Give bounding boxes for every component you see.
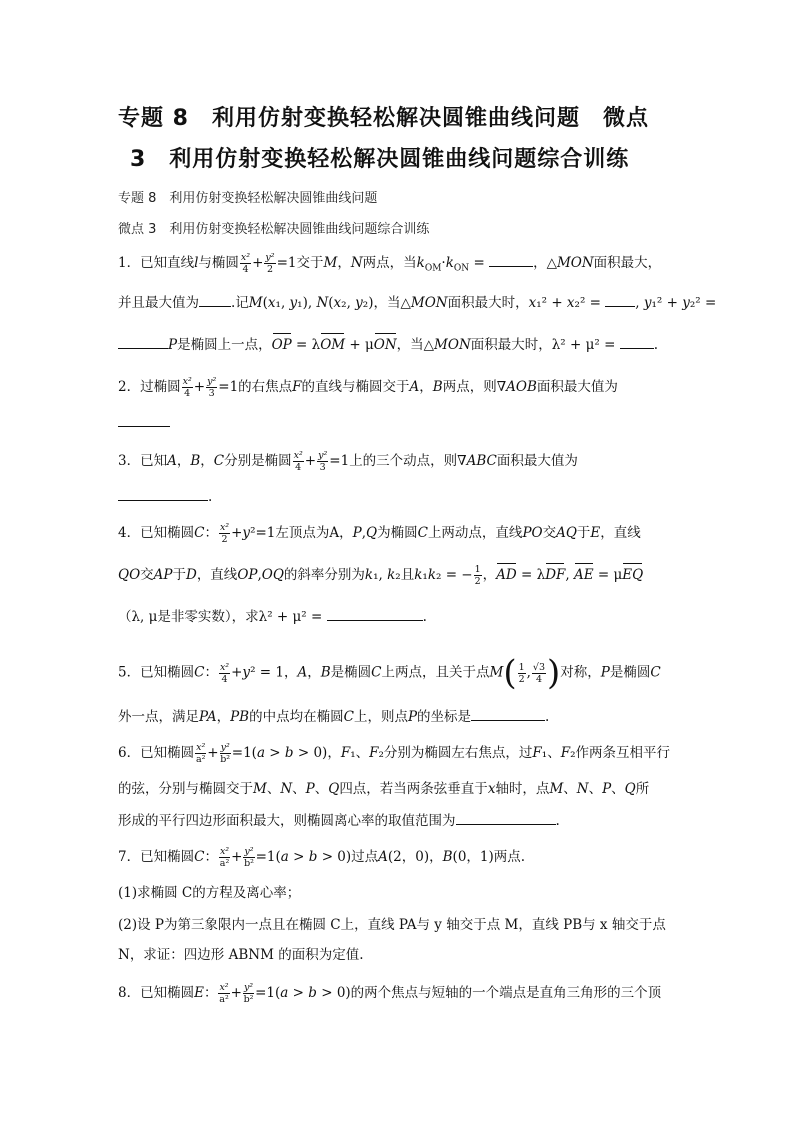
subtitle-point: 微点 3 利用仿射变换轻松解决圆锥曲线问题综合训练 bbox=[118, 222, 430, 237]
answer-blank[interactable] bbox=[620, 336, 654, 349]
question-6-line3: 形成的平行四边形面积最大，则椭圆离心率的取值范围为 . bbox=[118, 813, 560, 829]
question-3-line2: . bbox=[118, 486, 688, 508]
question-2-line1: 2．过椭圆 $\frac{\text{x²}}{4}$ + $\frac{\text{y²}}{3}$ =1的右焦点F的直线与椭圆交于A，B两点，则∇AOB面积最大值为 bbox=[118, 376, 618, 399]
question-4-line3: （λ, μ是非零实数），求λ² + μ² = . bbox=[118, 609, 427, 625]
question-5-line2: 外一点，满足PA，PB的中点均在椭圆C上，则点P的坐标是 . bbox=[118, 709, 550, 725]
question-6-line1: 6．已知椭圆 $\frac{\text{x²}}{\text{a²}}$ + $\frac{\text{y²}}{\text{b²}}$ =1(a > b > 0)，F₁、F₂分别为椭圆左右焦点，过F₁、F₂作两条互相平行 bbox=[118, 742, 670, 765]
answer-blank[interactable] bbox=[118, 414, 170, 427]
question-4-line1: 4．已知椭圆C： $\frac{\text{x²}}{2}$ +y²=1左顶点为A，P,Q为椭圆C上两动点，直线PO交AQ于E，直线 bbox=[118, 522, 641, 545]
question-7-part1: (1)求椭圆 C的方程及离心率； bbox=[118, 885, 301, 901]
question-3-line1: 3．已知A，B，C分别是椭圆 $\frac{\text{x²}}{4}$ + $\frac{\text{y²}}{3}$ =1上的三个动点，则∇ABC面积最大值为 bbox=[118, 450, 578, 473]
question-8-line1: 8．已知椭圆E： $\frac{\text{x²}}{\text{a²}}$ + $\frac{\text{y²}}{\text{b²}}$ =1(a > b > 0)的两个焦点与短轴的一个端点是直角三角形的三个顶 bbox=[118, 982, 662, 1005]
answer-blank[interactable] bbox=[471, 708, 545, 721]
answer-blank[interactable] bbox=[118, 336, 168, 349]
answer-blank[interactable] bbox=[118, 488, 208, 501]
page-title-line1: 专题 8 利用仿射变换轻松解决圆锥曲线问题 微点 bbox=[118, 106, 649, 131]
question-7-line1: 7．已知椭圆C： $\frac{\text{x²}}{\text{a²}}$ + $\frac{\text{y²}}{\text{b²}}$ =1(a > b > 0)过点A(2，0)，B(0，1)两点. bbox=[118, 846, 526, 869]
page-title-line2: 3 利用仿射变换轻松解决圆锥曲线问题综合训练 bbox=[130, 147, 630, 172]
question-6-line2: 的弦，分别与椭圆交于M、N、P、Q四点，若当两条弦垂直于x轴时，点M、N、P、Q所 bbox=[118, 781, 650, 797]
answer-blank[interactable] bbox=[199, 294, 231, 307]
answer-blank[interactable] bbox=[605, 294, 635, 307]
answer-blank[interactable] bbox=[327, 608, 423, 621]
question-5-line1: 5．已知椭圆C： $\frac{\text{x²}}{4}$ +y² = 1，A，B是椭圆C上两点，且关于点M( $\frac{1}{2}$ , $\frac{√3}{4}$ )对称，P是椭圆C bbox=[118, 653, 661, 693]
question-1-line1: 1．已知直线l与椭圆 $\frac{\text{x²}}{4}$ + $\frac{\text{y²}}{2}$ =1交于M，N两点，当$k_{OM}\cdot k_{ON}$ = ，△MON面积最大， bbox=[118, 252, 662, 275]
question-4-line2: QO交AP于D，直线OP,OQ的斜率分别为k₁, k₂且k₁k₂ = − $\frac{1}{2}$ ，AD = λDF, AE = μEQ bbox=[118, 564, 644, 587]
question-7-part2-line1: (2)设 P为第三象限内一点且在椭圆 C上，直线 PA与 y 轴交于点 M，直线 PB与 x 轴交于点 bbox=[118, 917, 666, 933]
question-2-line2 bbox=[118, 412, 688, 434]
answer-blank[interactable] bbox=[489, 254, 533, 267]
subtitle-topic: 专题 8 利用仿射变换轻松解决圆锥曲线问题 bbox=[118, 191, 378, 206]
answer-blank[interactable] bbox=[456, 812, 556, 825]
question-1-line3: P是椭圆上一点，OP = λOM + μON，当△MON面积最大时，λ² + μ² = . bbox=[118, 334, 688, 356]
question-1-line2: 并且最大值为 .记M(x₁, y₁), N(x₂, y₂)，当△MON面积最大时，x₁² + x₂² = , y₁² + y₂² = bbox=[118, 295, 717, 311]
question-7-part2-line2: N，求证：四边形 ABNM 的面积为定值. bbox=[118, 947, 364, 963]
